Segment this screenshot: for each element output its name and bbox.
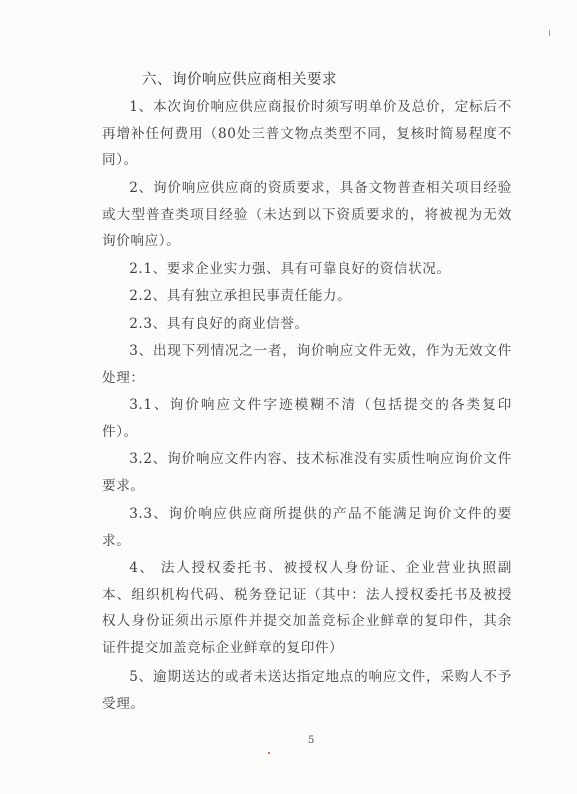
paragraph-2-2: 2.2、具有独立承担民事责任能力。 [129, 288, 352, 304]
scan-dot [268, 752, 270, 754]
paragraph-1: 1、本次询价响应供应商报价时须写明单价及总价，定标后不再增补任何费用（80处三普文物点类型不同，复核时简易程度不同）。 [102, 99, 512, 168]
paragraph-3-1: 3.1、询价响应文件字迹模糊不清（包括提交的各类复印件）。 [102, 397, 512, 440]
paragraph-3-3: 3.3、询价响应供应商所提供的产品不能满足询价文件的要求。 [102, 506, 512, 549]
section-heading: 六、询价响应供应商相关要求 [142, 72, 337, 88]
paragraph-4: 4、 法人授权委托书、被授权人身份证、企业营业执照副本、组织机构代码、税务登记证（其中：法人授权委托书及被授权人身份证须出示原件并提交加盖竞标企业鲜章的复印件，其余证件提交加盖竞标企业鲜章的复印件） [102, 560, 512, 656]
scan-mark [549, 30, 550, 36]
paragraph-2-3: 2.3、具有良好的商业信誉。 [129, 316, 309, 332]
paragraph-2-1: 2.1、要求企业实力强、具有可靠良好的资信状况。 [129, 261, 451, 277]
paragraph-3: 3、出现下列情况之一者，询价响应文件无效，作为无效文件处理： [102, 343, 512, 386]
page-number: 5 [308, 735, 315, 746]
paragraph-5: 5、逾期送达的或者未送达指定地点的响应文件，采购人不予受理。 [102, 669, 512, 712]
paragraph-2: 2、询价响应供应商的资质要求，具备文物普查相关项目经验或大型普查类项目经验（未达到以下资质要求的，将被视为无效询价响应）。 [102, 180, 512, 249]
paragraph-3-2: 3.2、询价响应文件内容、技术标准没有实质性响应询价文件要求。 [102, 451, 512, 494]
